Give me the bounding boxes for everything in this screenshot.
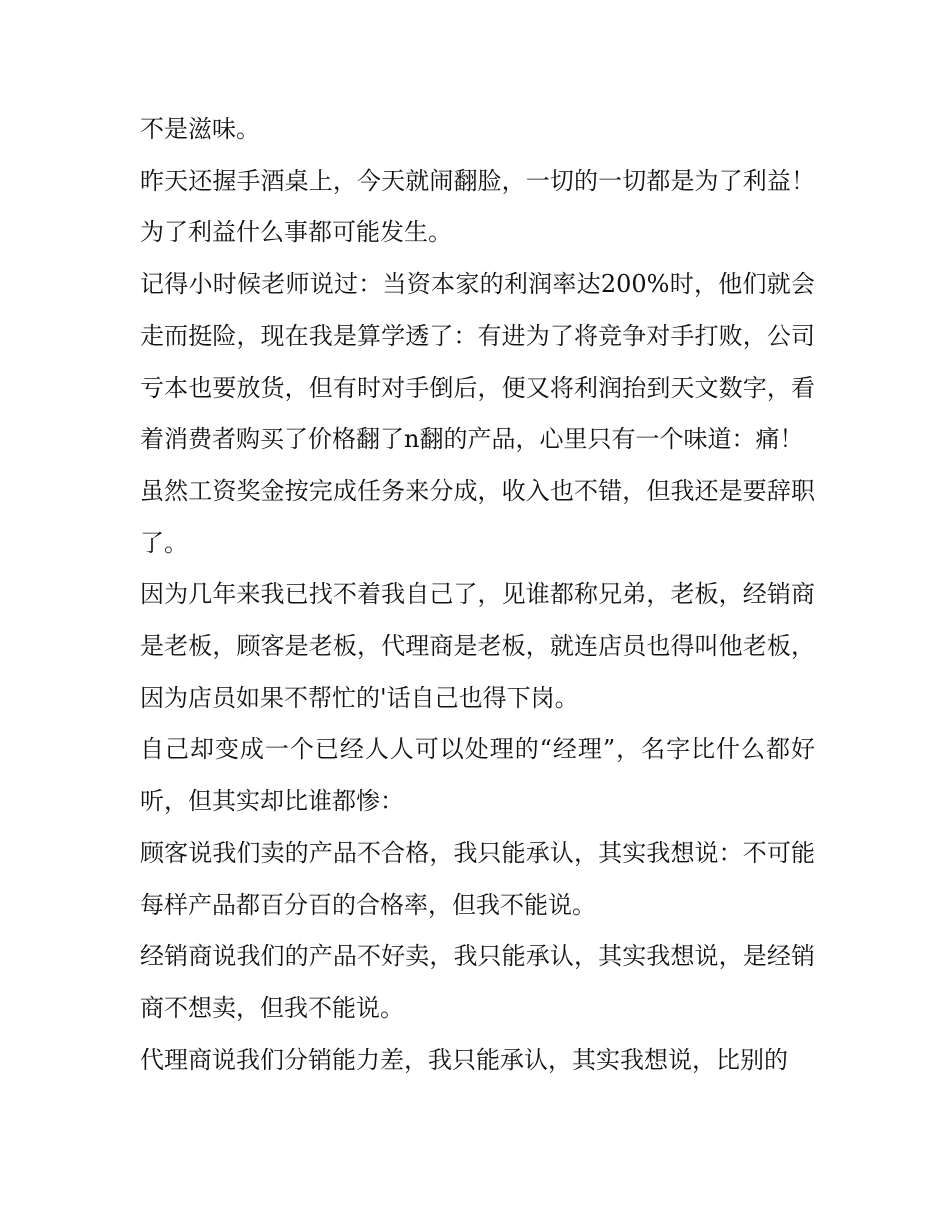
- paragraph-9: 代理商说我们分销能力差，我只能承认，其实我想说，比别的: [140, 1045, 788, 1074]
- paragraph-6: 自己却变成一个已经人人可以处理的“经理”，名字比什么都好听，但其实却比谁都惨：: [140, 735, 815, 816]
- document-body: [140, 104, 815, 1086]
- paragraph-2: 昨天还握手酒桌上，今天就闹翻脸，一切的一切都是为了利益！为了利益什么事都可能发生。: [140, 166, 815, 247]
- paragraph-1: 不是滋味。: [140, 115, 260, 143]
- paragraph-8: 经销商说我们的产品不好卖，我只能承认，其实我想说，是经销商不想卖，但我不能说。: [140, 942, 815, 1022]
- paragraph-7: 顾客说我们卖的产品不合格，我只能承认，其实我想说：不可能每样产品都百分百的合格率，但我不能说。: [140, 838, 815, 919]
- paragraph-4: 虽然工资奖金按完成任务来分成，收入也不错，但我还是要辞职了。: [140, 476, 815, 557]
- paragraph-3: 记得小时候老师说过：当资本家的利润率达200%时，他们就会走而挺险，现在我是算学透了：有进为了将竞争对手打败，公司亏本也要放货，但有时对手倒后，便又将利润抬到天文数字，看着消费者购买了价格翻了n翻的产品，心里只有一个味道：痛！: [140, 270, 815, 454]
- paragraph-5: 因为几年来我已找不着我自己了，见谁都称兄弟，老板，经销商是老板，顾客是老板，代理商是老板，就连店员也得叫他老板，因为店员如果不帮忙的'话自己也得下岗。: [140, 580, 815, 712]
